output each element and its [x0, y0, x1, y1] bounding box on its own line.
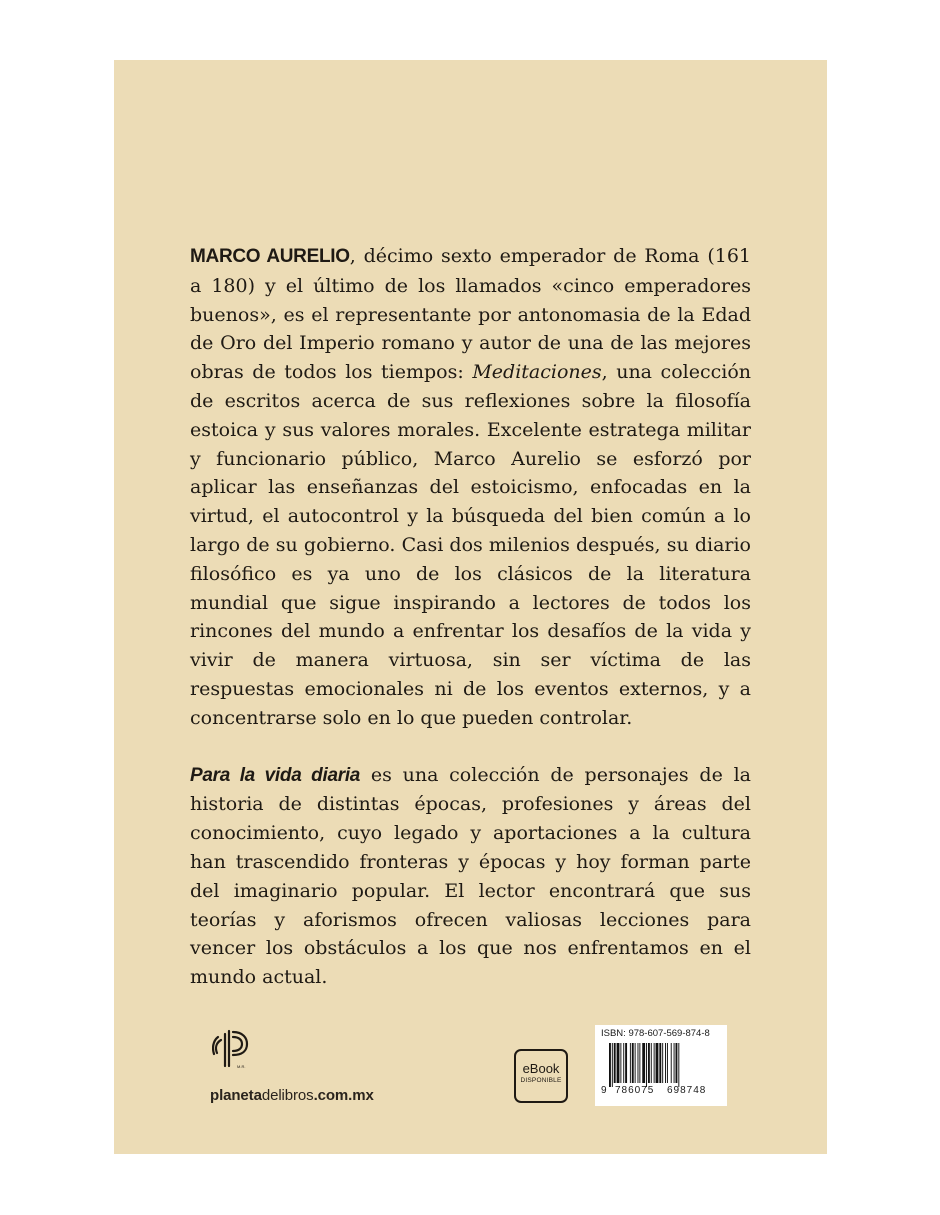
isbn-label: ISBN: 978-607-569-874-8	[601, 1028, 710, 1039]
planeta-logo-icon	[212, 1028, 252, 1072]
author-bio-paragraph	[190, 242, 751, 733]
ebook-subtitle: DISPONIBLE	[520, 1077, 562, 1084]
url-part-planeta: planeta	[210, 1087, 262, 1104]
barcode-digits	[601, 1085, 721, 1096]
barcode-digit-group-2: 698748	[667, 1085, 707, 1096]
back-cover	[114, 60, 827, 1154]
barcode-bars	[601, 1043, 721, 1087]
barcode-digit-group-1: 786075	[615, 1085, 655, 1096]
isbn-barcode	[595, 1025, 727, 1106]
series-text: es una colección de personajes de la historia de distintas épocas, profesiones y áreas del conocimiento, cuyo legado y aportaciones a la cultura han trascendido fronteras y épocas y hoy forman parte del imaginario popular. El lector encontrará que sus teorías y aforismos ofrecen valiosas lecciones para vencer los obstáculos a los que nos enfrentamos en el mundo actual.	[190, 763, 751, 989]
cover-text	[190, 242, 751, 992]
ebook-badge	[514, 1049, 568, 1103]
bio-text-part-2: , una colección de escritos acerca de sus reflexiones sobre la filosofía estoica y sus valores morales. Excelente estratega militar y funcionario público, Marco Aurelio se esforzó por aplicar las enseñanzas del estoicismo, enfocadas en la virtud, el autocontrol y la búsqueda del bien común a lo largo de su gobierno. Casi dos milenios después, su diario filosófico es ya uno de los clásicos de la literatura mundial que sigue inspirando a lectores de todos los rincones del mundo a enfrentar los desafíos de la vida y vivir de manera virtuosa, sin ser víctima de las respuestas emocionales ni de los eventos externos, y a concentrarse solo en lo que pueden controlar.	[190, 361, 751, 729]
work-title: Meditaciones	[472, 361, 602, 384]
url-part-delibros: delibros	[261, 1087, 314, 1104]
url-part-domain: .com.mx	[313, 1087, 374, 1104]
barcode-digit-lead: 9	[601, 1085, 607, 1096]
ebook-title: eBook	[522, 1061, 560, 1076]
series-name: Para la vida diaria	[190, 764, 361, 786]
registered-mark: M.R.	[237, 1064, 246, 1069]
author-name: MARCO AURELIO	[190, 246, 350, 267]
bio-text-part-1: , décimo sexto emperador de Roma (161 a 180) y el último de los llamados «cinco emperadores buenos», es el representante por antonomasia de la Edad de Oro del Imperio romano y autor de una de las mejores obras de todos los tiempos:	[190, 245, 751, 384]
series-paragraph	[190, 761, 751, 992]
publisher-website	[210, 1087, 374, 1104]
